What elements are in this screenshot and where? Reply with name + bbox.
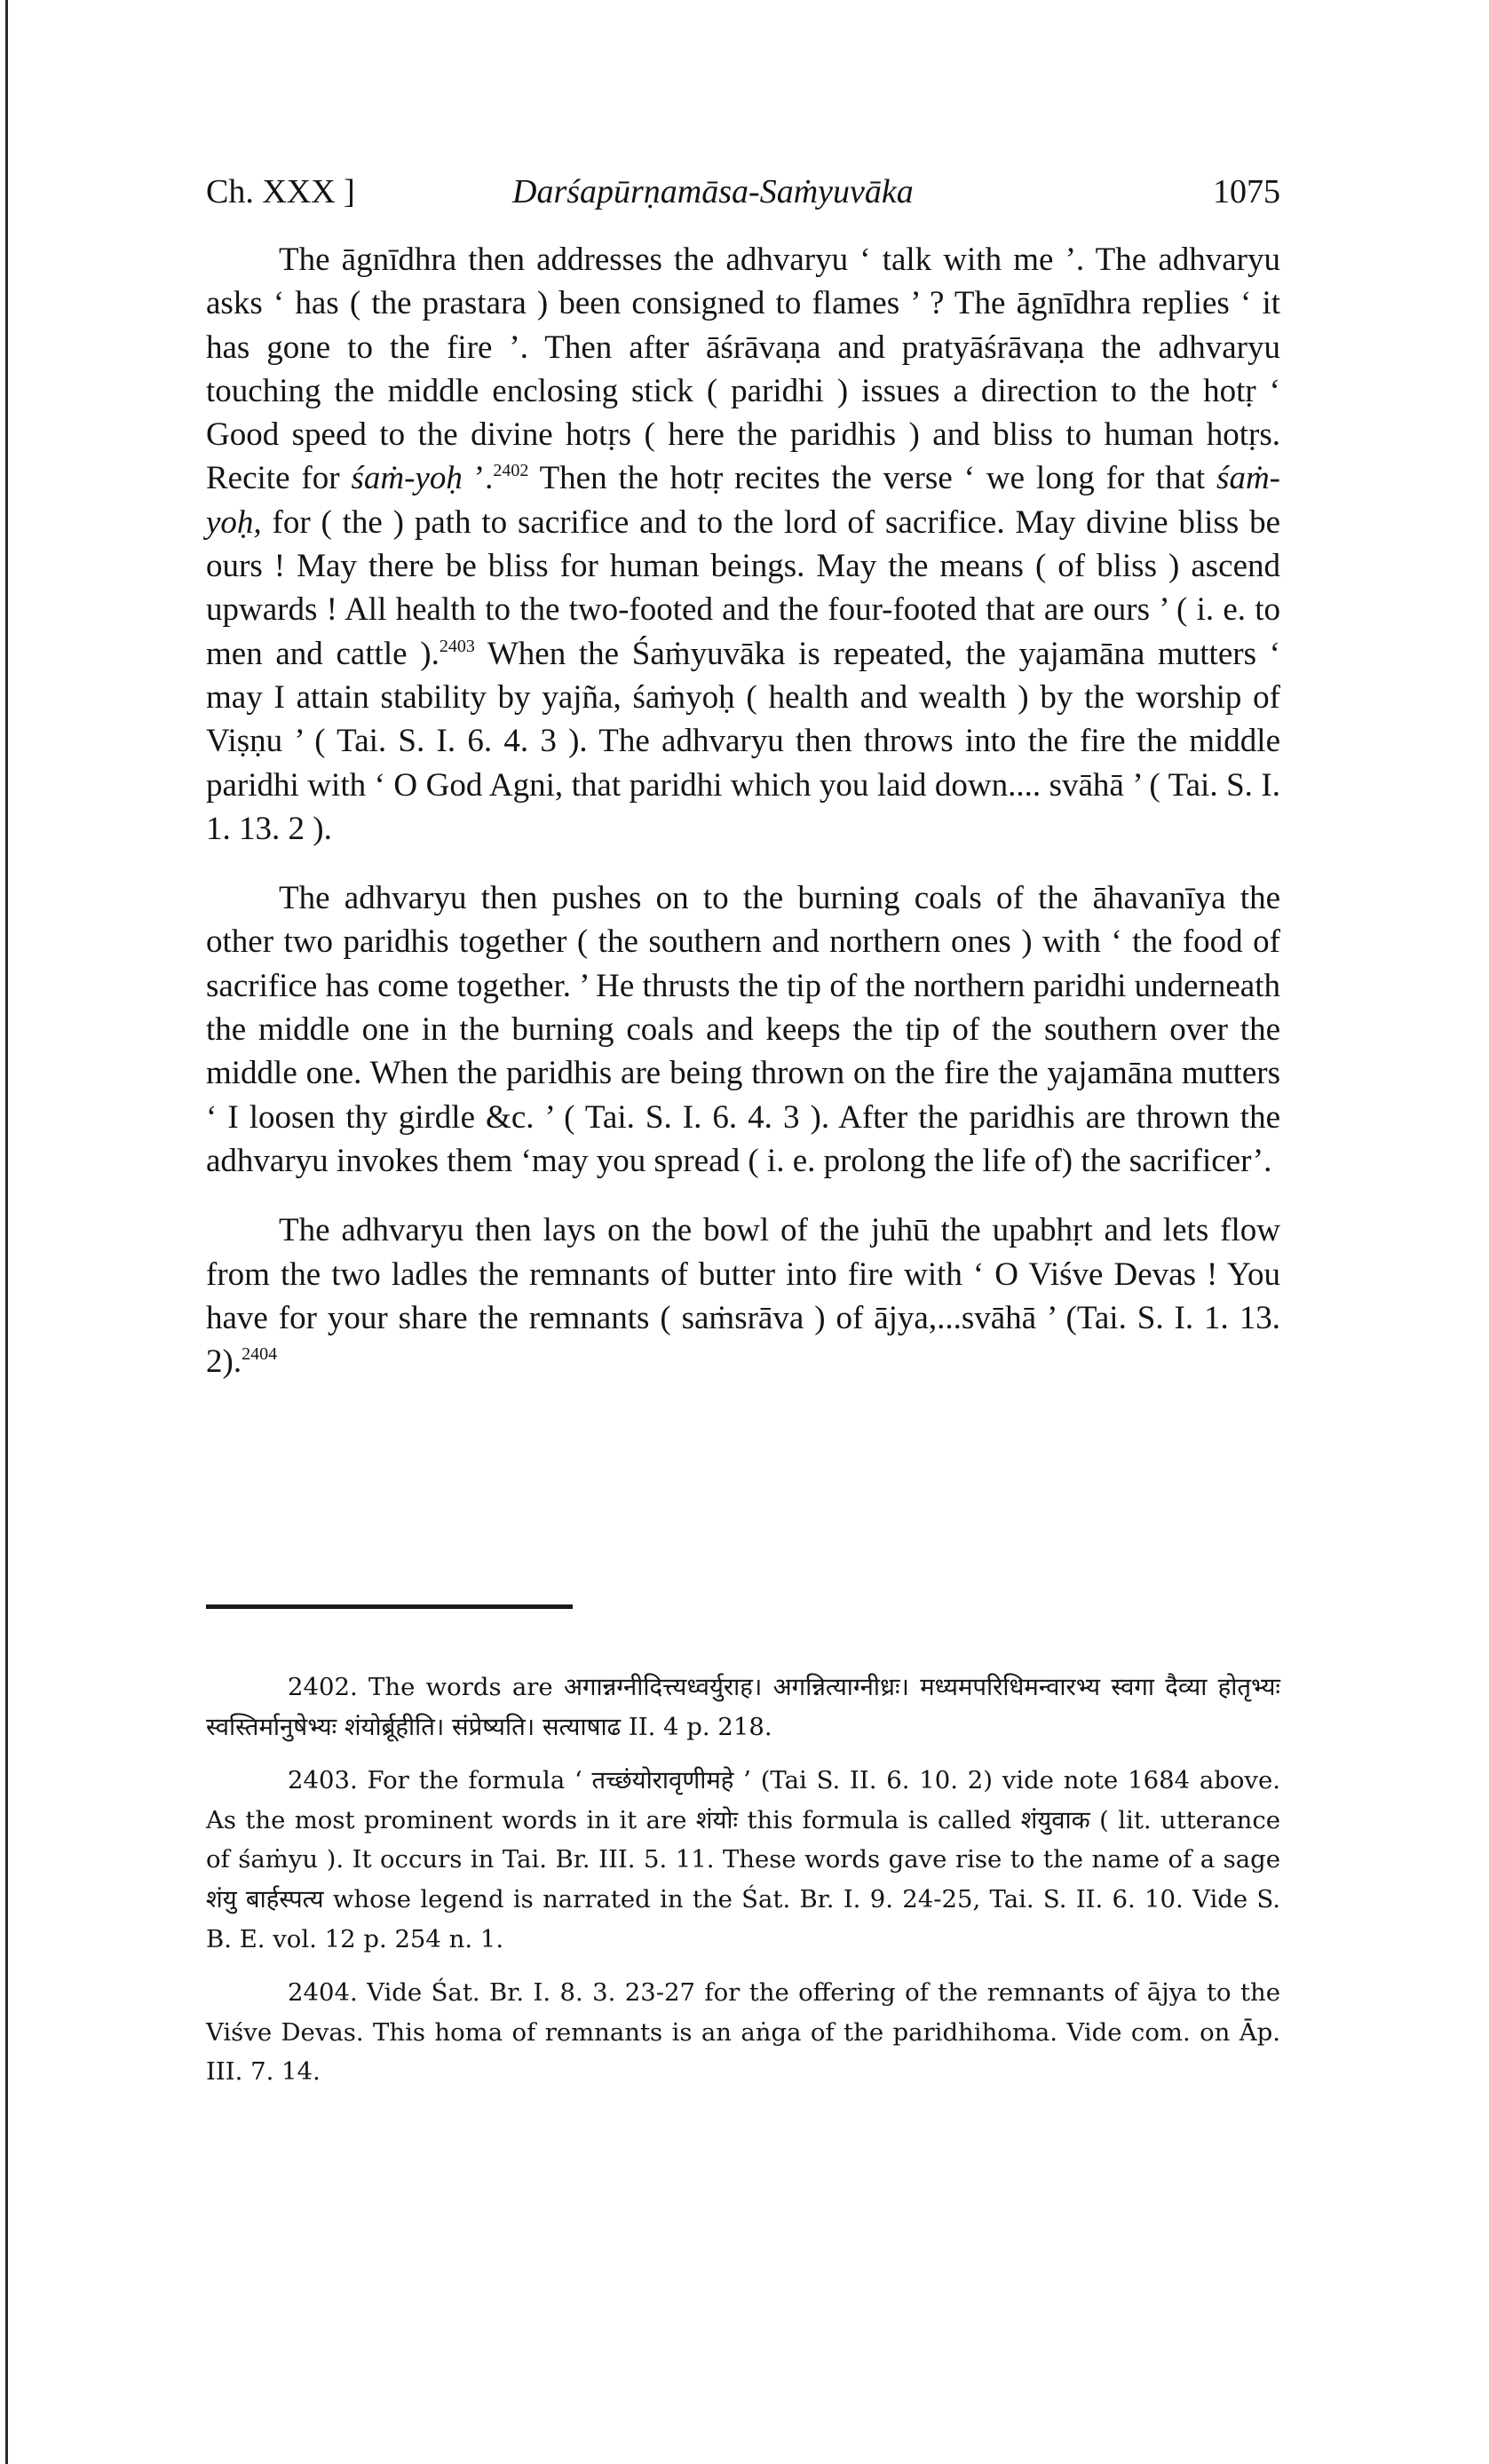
footnote-2402 [206, 1668, 1280, 1747]
italic-term: śaṁ-yoḥ [351, 460, 463, 497]
running-header [206, 165, 1280, 218]
paragraph-text: When the Śaṁyuvāka is repeated, the yajamāna mutters ‘ may I attain stability by yajña, śaṁyoḥ ( health and wealth ) by the worship of Viṣṇu ’ ( Tai. S. I. 6. 4. 3 ). The adhvaryu then throws into the fire the middle paridhi with ‘ O God Agni, that paridhi which you laid down.... svāhā ’ ( Tai. S. I. 1. 13. 2 ). [206, 635, 1280, 847]
page-number: 1075 [1213, 173, 1280, 210]
paragraph-2 [206, 876, 1280, 1183]
paragraph-text: ’. [462, 460, 494, 497]
footnote-number: 2403. [288, 1766, 358, 1795]
paragraph-text: for ( the ) path to sacrifice and to the lord of sacrifice. May divine bliss be ours ! May there be bliss for human beings. May the means ( of bliss ) ascend upwards ! All health to the two-footed and the four-footed that are ours ’ ( i. e. to men and cattle ). [206, 503, 1280, 672]
footnote-text: The words are अगान्नग्नीदित्त्यध्वर्युराह। अगन्नित्याग्नीध्रः। मध्यमपरिधिमन्वारभ्य स्वगा दैव्या होतृभ्यः स्वस्तिर्मानुषेभ्यः शंयोर्ब्रूहीति। संप्रेष्यति। सत्याषाढ II. 4 p. 218. [206, 1673, 1280, 1741]
footnote-text: Vide Śat. Br. I. 8. 3. 23-27 for the offering of the remnants of ājya to the Viśve Devas. This homa of remnants is an aṅga of the paridhihoma. Vide com. on Āp. III. 7. 14. [206, 1978, 1280, 2087]
footnote-ref-2402[interactable]: 2402 [493, 461, 529, 481]
footnote-2403 [206, 1761, 1280, 1959]
italic-term: śaṁ-yoḥ, [206, 460, 1280, 541]
paragraph-text: The āgnīdhra then addresses the adhvaryu ‘ talk with me ’. The adhvaryu asks ‘ has ( the prastara ) been consigned to flames ’ ? The āgnīdhra replies ‘ it has gone to the fire ’. Then after āśrāvaṇa and pratyāśrāvaṇa the adhvaryu touching the middle enclosing stick ( paridhi ) issues a direction to the hotṛ ‘ Good speed to the divine hotṛs ( here the paridhis ) and bliss to human hotṛs. Recite for [206, 242, 1280, 497]
paragraph-text: The adhvaryu then pushes on to the burning coals of the āhavanīya the other two paridhis together ( the southern and northern ones ) with ‘ the food of sacrifice has come together. ’ He thrusts the tip of the northern paridhi underneath the middle one in the burning coals and keeps the tip of the southern over the middle one. When the paridhis are being thrown on the fire the yajamāna mutters ‘ I loosen thy girdle &c. ’ ( Tai. S. I. 6. 4. 3 ). After the paridhis are thrown the adhvaryu invokes them ‘may you spread ( i. e. prolong the life of) the sacrificer’. [206, 880, 1280, 1179]
footnote-number: 2404. [288, 1978, 358, 2008]
footnote-ref-2403[interactable]: 2403 [439, 636, 475, 656]
footnote-ref-2404[interactable]: 2404 [242, 1344, 278, 1365]
page-edge-rule [5, 0, 8, 2464]
footnote-number: 2402. [288, 1673, 358, 1701]
main-body [206, 238, 1280, 1383]
footnotes [206, 1668, 1280, 2092]
running-title: Darśapūrṇamāsa-Saṁyuvāka [512, 173, 914, 210]
paragraph-1 [206, 238, 1280, 851]
footnote-separator [206, 1604, 573, 1609]
paragraph-text: The adhvaryu then lays on the bowl of the juhū the upabhṛt and lets flow from the two ladles the remnants of butter into fire with ‘ O Viśve Devas ! You have for your share the remnants ( saṁsrāva ) of ājya,...svāhā ’ (Tai. S. I. 1. 13. 2). [206, 1212, 1280, 1381]
paragraph-3 [206, 1208, 1280, 1383]
chapter-label: Ch. XXX ] [206, 173, 355, 210]
footnote-2404 [206, 1973, 1280, 2092]
footnote-text: For the formula ‘ तच्छंयोरावृणीमहे ’ (Tai S. II. 6. 10. 2) vide note 1684 above. As the most prominent words in it are शंयोः this formula is called शंयुवाक ( lit. utterance of śaṁyu ). It occurs in Tai. Br. III. 5. 11. These words gave rise to the name of a sage शंयु बार्हस्पत्य whose legend is narrated in the Śat. Br. I. 9. 24-25, Tai. S. II. 6. 10. Vide S. B. E. vol. 12 p. 254 n. 1. [206, 1766, 1280, 1953]
paragraph-text: Then the hotṛ recites the verse ‘ we long for that [528, 460, 1217, 497]
